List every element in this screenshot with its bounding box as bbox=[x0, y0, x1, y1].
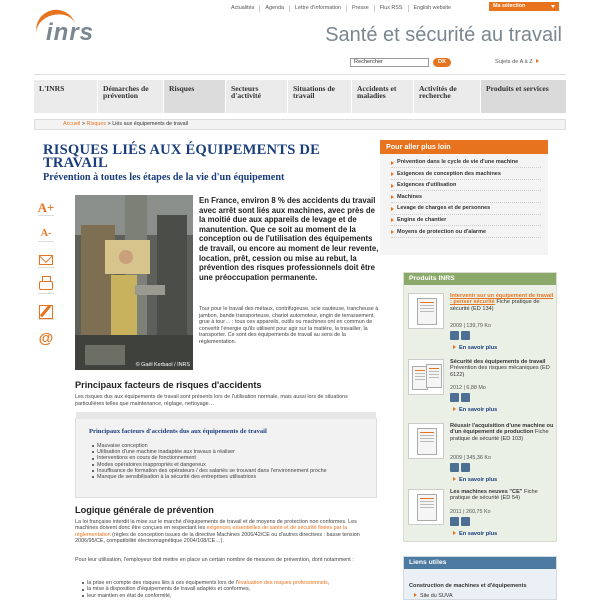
more-label: En savoir plus bbox=[459, 531, 498, 537]
my-selection-label: Ma sélection bbox=[493, 3, 526, 9]
annotate-button[interactable] bbox=[38, 304, 54, 320]
further-link-utilisation[interactable]: Exigences d'utilisation bbox=[391, 181, 541, 191]
intro-body: Tour pour le travail des métaux, contrifugeuse, scie sauteuse, trancheuse à jambon, bande transporteuse, chariot automoteur, engin de terrassement, grue à tour… : tous ces appareils, outils ou machines ont en commun de convertir l'énergie qu'ils utilisent pour agir sur la matière, la travailler, la transporter. Ce sont des équipements de travail au sens de la réglementation. bbox=[199, 306, 379, 345]
top-link-actualites[interactable]: Actualités bbox=[231, 4, 255, 11]
download-icon[interactable] bbox=[450, 393, 459, 402]
logic-text: La loi française interdit la mise sur le marché d'équipements de travail et de moyens de protection non conformes. Les machines doivent donc être conçues en respectant les bbox=[75, 519, 357, 532]
product-thumbnail[interactable] bbox=[408, 489, 444, 525]
arrow-right-icon bbox=[453, 407, 456, 411]
factors-box-title: Principaux facteurs d'accidents dus aux équipements de travail bbox=[89, 428, 267, 435]
arrow-right-icon bbox=[453, 345, 456, 349]
nav-item-inrs[interactable]: L'INRS bbox=[39, 84, 65, 93]
more-label: En savoir plus bbox=[459, 477, 498, 483]
useful-links-panel bbox=[403, 556, 557, 600]
site-title: Santé et sécurité au travail bbox=[325, 24, 562, 46]
product-name[interactable]: Les machines neuves "CE" bbox=[450, 489, 523, 495]
intro-lead: En France, environ 8 % des accidents du travail avec arrêt sont liés aux machines, avec près de la moitié due aux appareils de levage et de manutention. Que ce soit au moment de la conception ou de l'utilisation des équipements de travail, ou encore au moment de leur revente, location, prêt, cession ou mise au rebut, la prévention des risques professionnels doit être une préoccupation permanente. bbox=[199, 196, 379, 282]
breadcrumb-current: Liés aux équipements de travail bbox=[112, 121, 189, 127]
prevention-list bbox=[82, 580, 329, 599]
download-icon[interactable] bbox=[450, 331, 459, 340]
product-title bbox=[450, 293, 554, 312]
list-item-text: la prise en compte des risques liés à ces équipements lors de l' bbox=[87, 580, 238, 586]
product-desc: Fiche pratique de sécurité (ED 54) bbox=[450, 489, 538, 502]
section-heading-logic: Logique générale de prévention bbox=[75, 505, 214, 515]
cart-icon[interactable] bbox=[461, 331, 470, 340]
top-links bbox=[226, 3, 456, 13]
product-meta: 2012 | 6,88 Mo bbox=[450, 385, 486, 391]
nav-item-accidents[interactable]: Accidents et maladies bbox=[351, 80, 413, 113]
product-actions bbox=[450, 517, 472, 526]
cart-icon[interactable] bbox=[461, 517, 470, 526]
photo-credit: © Gaël Kerbaol / INRS bbox=[135, 362, 190, 368]
product-more-link[interactable] bbox=[453, 345, 497, 351]
section-heading-factors: Principaux facteurs de risques d'accidents bbox=[75, 380, 262, 390]
document-icon bbox=[417, 428, 437, 455]
page-title: RISQUES LIÉS AUX ÉQUIPEMENTS DE TRAVAIL bbox=[43, 142, 321, 171]
topics-a-z-label: Sujets de A à Z bbox=[495, 59, 533, 65]
useful-link-suva[interactable] bbox=[414, 593, 453, 599]
product-thumbnail[interactable] bbox=[408, 359, 444, 395]
envelope-icon bbox=[39, 255, 53, 265]
download-icon[interactable] bbox=[450, 463, 459, 472]
page-tools bbox=[38, 200, 58, 356]
main-nav bbox=[34, 80, 566, 113]
employer-paragraph: Pour leur utilisation, l'employeur doit mettre en place un certain nombre de mesures de prévention, dont notamment : bbox=[75, 557, 354, 563]
requirements-link[interactable]: exigences essentielles de santé et de sécurité fixées par la réglementation bbox=[75, 525, 348, 538]
top-link-presse[interactable]: Presse bbox=[346, 5, 374, 12]
list-item: Utilisation d'une machine inadaptée aux travaux à réaliser bbox=[92, 449, 327, 455]
nav-item-secteurs[interactable]: Secteurs d'activité bbox=[225, 80, 287, 113]
product-actions bbox=[450, 393, 472, 402]
download-icon[interactable] bbox=[450, 517, 459, 526]
inrs-logo[interactable] bbox=[34, 10, 112, 44]
products-heading: Produits INRS bbox=[404, 273, 556, 285]
nav-item-recherche[interactable]: Activités de recherche bbox=[413, 80, 480, 113]
nav-item-demarches[interactable]: Démarches de prévention bbox=[97, 80, 163, 113]
useful-links-heading: Liens utiles bbox=[404, 557, 556, 569]
product-title bbox=[450, 359, 554, 378]
product-meta: 2009 | 345,36 Ko bbox=[450, 455, 491, 461]
email-page-button[interactable] bbox=[38, 252, 54, 268]
arrow-right-icon bbox=[453, 477, 456, 481]
breadcrumb bbox=[34, 119, 566, 130]
further-reading-heading: Pour aller plus loin bbox=[380, 140, 548, 154]
top-link-rss[interactable]: Flux RSS bbox=[374, 5, 408, 12]
search-input[interactable]: Rechercher bbox=[350, 58, 429, 67]
breadcrumb-separator: > bbox=[81, 121, 86, 127]
list-item: Mauvaise conception bbox=[92, 443, 327, 449]
hero-photo bbox=[75, 195, 193, 370]
factors-paragraph: Les risques dus aux équipements de travail sont présents lors de l'utilisation normale, mais aussi lors de situations particulières telles que maintenance, réglage, nettoyage… bbox=[75, 394, 348, 407]
list-item: Manque de sensibilisation à la sécurité des entreprises utilisatrices bbox=[92, 474, 327, 480]
useful-links-subheading: Construction de machines et d'équipements bbox=[409, 583, 527, 589]
breadcrumb-accueil[interactable]: Accueil bbox=[63, 121, 81, 127]
product-more-link[interactable] bbox=[453, 477, 497, 483]
printer-icon bbox=[39, 281, 53, 290]
pencil-icon bbox=[39, 305, 53, 319]
further-link-machines[interactable]: Machines bbox=[391, 193, 541, 203]
product-more-link[interactable] bbox=[453, 531, 497, 537]
topics-a-z-link[interactable] bbox=[495, 59, 539, 65]
decrease-font-button[interactable]: A- bbox=[38, 226, 54, 242]
product-actions bbox=[450, 331, 472, 340]
top-link-english[interactable]: English website bbox=[408, 5, 456, 12]
nav-item-risques[interactable]: Risques bbox=[163, 80, 225, 113]
increase-font-button[interactable]: A+ bbox=[37, 199, 55, 215]
arrow-right-icon bbox=[536, 59, 539, 63]
product-meta: 2011 | 260,75 Ko bbox=[450, 509, 491, 515]
risk-evaluation-link[interactable]: évaluation des risques professionnels bbox=[237, 580, 328, 586]
product-more-link[interactable] bbox=[453, 407, 497, 413]
list-item: Insuffisance de formation des opérateurs / des salariés se trouvant dans l'environnement proche bbox=[92, 468, 327, 474]
logo-text: inrs bbox=[46, 19, 95, 46]
header-divider bbox=[34, 74, 566, 75]
further-link-conception[interactable]: Exigences de conception des machines bbox=[391, 170, 541, 180]
more-label: En savoir plus bbox=[459, 345, 498, 351]
product-link[interactable]: Intervenir sur un équipement de travail : penser sécurité bbox=[450, 293, 554, 306]
further-link-levage[interactable]: Levage de charges et de personnes bbox=[391, 204, 541, 214]
logic-text: (règles de conception issues de la directive Machines 2006/42/CE ou d'autres directives : basse tension 2006/95/CE, compatibilité électromagnétique 2004/108/CE…). bbox=[75, 531, 360, 545]
more-label: En savoir plus bbox=[459, 407, 498, 413]
further-link-engins[interactable]: Engins de chantier bbox=[391, 216, 541, 226]
further-link-protection[interactable]: Moyens de protection ou d'alarme bbox=[391, 228, 541, 238]
useful-link-label: Site du SUVA bbox=[420, 593, 453, 599]
share-email-button[interactable]: @ bbox=[38, 329, 54, 347]
top-link-agenda[interactable]: Agenda bbox=[259, 5, 289, 12]
products-panel bbox=[403, 272, 557, 542]
arrow-right-icon bbox=[453, 531, 456, 535]
list-item: la mise à disposition d'équipements de travail adaptés et conformes, bbox=[82, 586, 329, 592]
factors-list bbox=[92, 443, 327, 480]
breadcrumb-risques[interactable]: Risques bbox=[86, 121, 107, 127]
cart-icon[interactable] bbox=[461, 393, 470, 402]
arrow-right-icon bbox=[414, 593, 417, 597]
my-selection-dropdown[interactable] bbox=[489, 2, 559, 11]
document-icon bbox=[417, 494, 437, 521]
list-item: Interventions en cours de fonctionnement bbox=[92, 455, 327, 461]
product-meta: 2009 | 139,79 Ko bbox=[450, 323, 491, 329]
document-icon bbox=[426, 364, 442, 388]
further-link-cycle[interactable]: Prévention dans le cycle de vie d'une machine bbox=[391, 158, 541, 168]
product-actions bbox=[450, 463, 472, 472]
nav-item-situations[interactable]: Situations de travail bbox=[287, 80, 351, 113]
workshop-photo-illustration bbox=[75, 195, 193, 370]
document-icon bbox=[417, 298, 437, 325]
list-item: leur maintien en état de conformité, bbox=[82, 593, 329, 599]
chevron-down-icon bbox=[551, 5, 555, 8]
product-desc: Prévention des risques mécaniques (ED 6122) bbox=[450, 365, 550, 378]
cart-icon[interactable] bbox=[461, 463, 470, 472]
top-link-lettre[interactable]: Lettre d'information bbox=[289, 5, 346, 12]
list-item: Modes opératoires inappropriés et dangereux bbox=[92, 462, 327, 468]
product-desc: Fiche pratique de sécurité (ED 134) bbox=[450, 299, 540, 312]
nav-item-produits[interactable]: Produits et services bbox=[480, 80, 566, 113]
page-subtitle: Prévention à toutes les étapes de la vie d'un équipement bbox=[43, 172, 285, 183]
further-reading-panel bbox=[380, 140, 548, 255]
product-thumbnail[interactable] bbox=[408, 423, 444, 459]
list-item-text: , bbox=[327, 580, 330, 586]
product-thumbnail[interactable] bbox=[408, 293, 444, 329]
logic-paragraph bbox=[75, 519, 380, 545]
breadcrumb-separator: > bbox=[107, 121, 111, 127]
product-title bbox=[450, 489, 554, 502]
product-name[interactable]: Réussir l'acquisition d'une machine ou d'un équipement de production bbox=[450, 423, 554, 436]
further-reading-list bbox=[391, 158, 541, 239]
factors-box bbox=[75, 418, 377, 498]
print-page-button[interactable] bbox=[38, 278, 54, 294]
product-desc: Fiche pratique de sécurité (ED 103) bbox=[450, 429, 549, 442]
product-title bbox=[450, 423, 554, 442]
product-name[interactable]: Sécurité des équipements de travail bbox=[450, 359, 546, 365]
search-ok-button[interactable]: OK bbox=[433, 58, 451, 67]
